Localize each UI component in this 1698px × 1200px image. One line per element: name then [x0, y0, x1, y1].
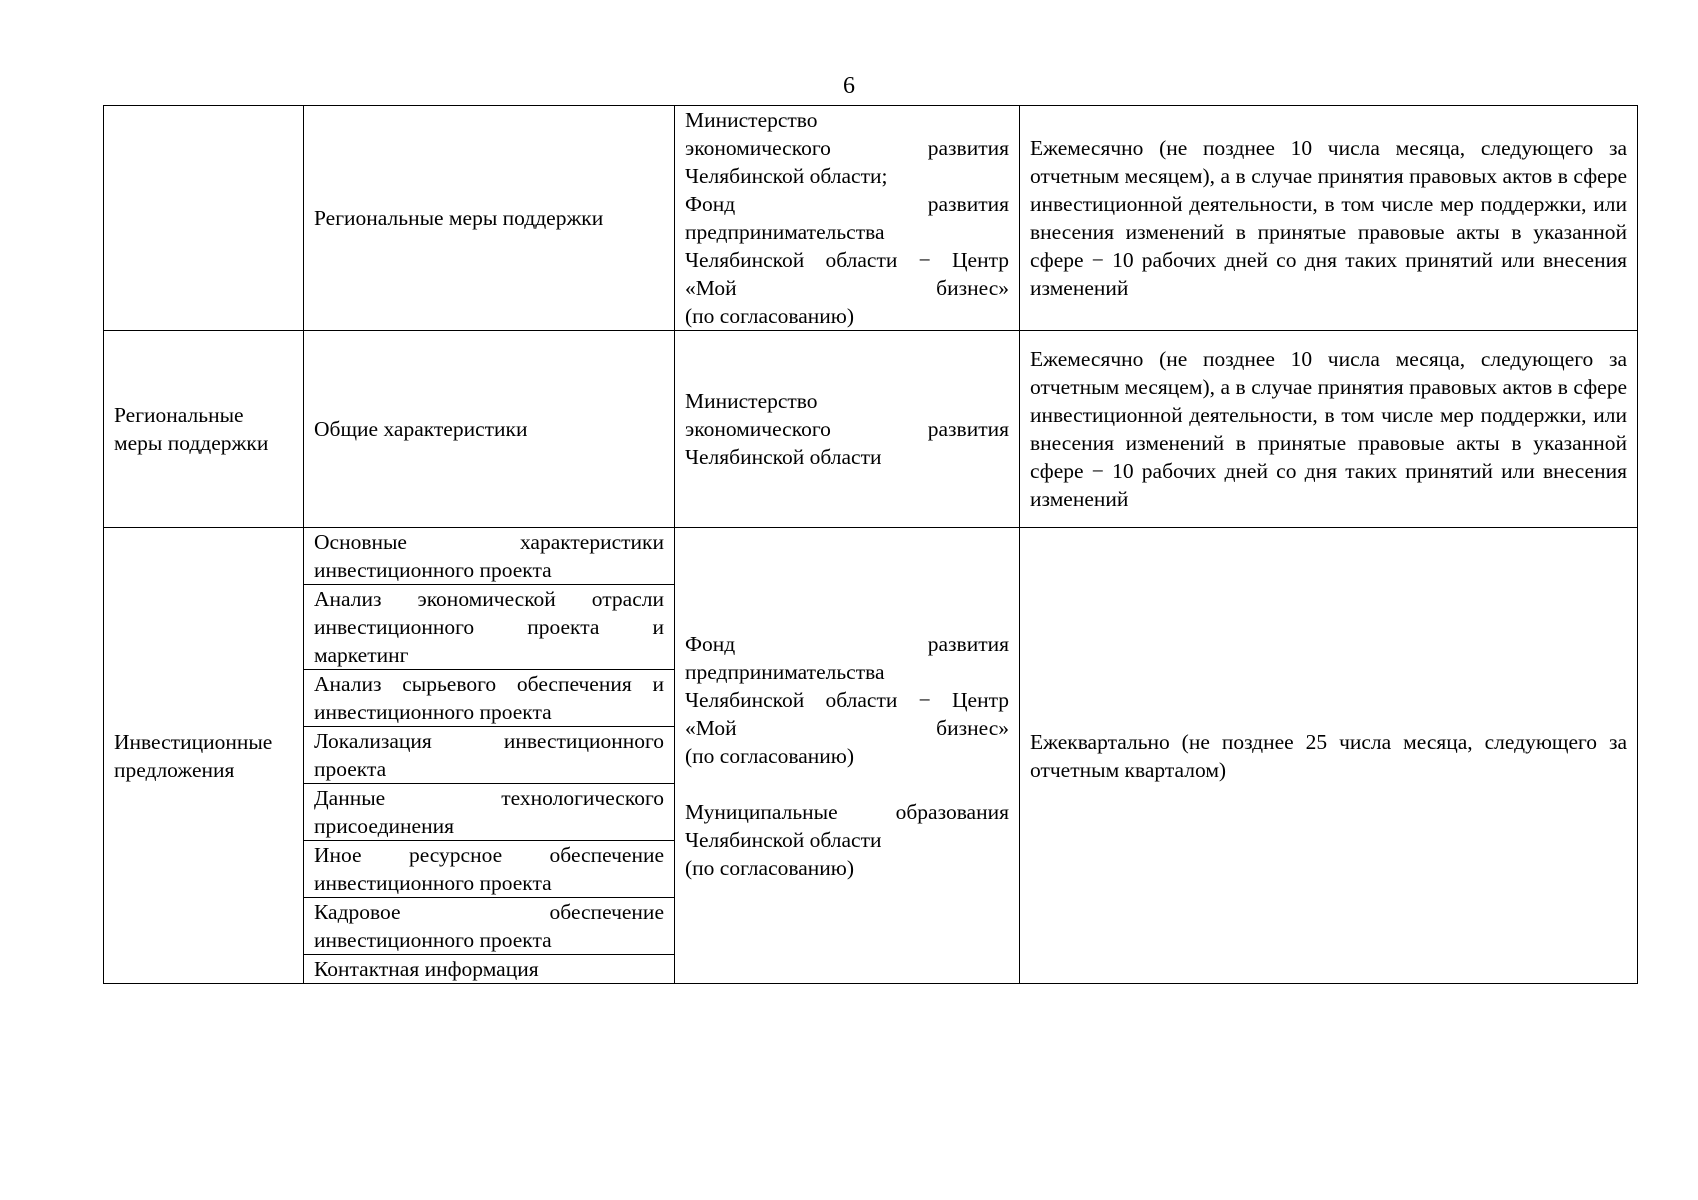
table-row: [104, 528, 1638, 984]
list-item: Локализация инвестиционного проекта: [304, 727, 674, 784]
list-item: Контактная информация: [314, 957, 539, 981]
responsible-line: (по согласованию): [685, 855, 855, 880]
responsible-line: Фонд развития: [685, 631, 1009, 656]
reporting-table: [103, 105, 1638, 984]
responsible-line: «Мой бизнес»: [685, 276, 1009, 300]
responsible-line: экономического развития: [685, 136, 1009, 160]
item-cell: Общие характеристики: [304, 331, 675, 528]
responsible-line: Министерство: [685, 389, 818, 413]
responsible-cell: [675, 331, 1020, 528]
section-cell: Региональные меры поддержки: [104, 331, 304, 528]
item-list: [304, 528, 674, 983]
period-cell: Ежемесячно (не позднее 10 числа месяца, следующего за отчетным месяцем), а в случае принятия правовых актов в сфере инвестиционной деятельности, в том числе мер поддержки, или внесения изменений в принятые правовые акты в указанной сфере − 10 рабочих дней со дня таких принятий или внесения изменений: [1020, 106, 1638, 331]
section-cell: [104, 106, 304, 331]
responsible-cell: [675, 106, 1020, 331]
list-item: Основные характеристики инвестиционного проекта: [304, 528, 674, 585]
responsible-line: Челябинской области − Центр: [685, 248, 1009, 272]
responsible-line: предпринимательства: [685, 220, 885, 244]
responsible-line: Министерство: [685, 108, 818, 132]
item-cell: Региональные меры поддержки: [304, 106, 675, 331]
responsible-line: Челябинской области − Центр: [685, 687, 1009, 712]
responsible-line: Челябинской области;: [685, 164, 888, 188]
period-cell: Ежеквартально (не позднее 25 числа месяца, следующего за отчетным кварталом): [1020, 528, 1638, 984]
section-cell: Инвестиционные предложения: [104, 528, 304, 984]
item-list-cell: [304, 528, 675, 984]
page-number: 6: [843, 73, 855, 99]
list-item: Данные технологического присоединения: [304, 784, 674, 841]
responsible-line: [685, 770, 1009, 798]
list-item: Анализ экономической отрасли инвестиционного проекта и маркетинг: [304, 585, 674, 670]
period-cell: Ежемесячно (не позднее 10 числа месяца, следующего за отчетным месяцем), а в случае принятия правовых актов в сфере инвестиционной деятельности, в том числе мер поддержки, или внесения изменений в принятые правовые акты в указанной сфере − 10 рабочих дней со дня таких принятий или внесения изменений: [1020, 331, 1638, 528]
table-row: [104, 331, 1638, 528]
responsible-line: экономического развития: [685, 417, 1009, 441]
table-row: [104, 106, 1638, 331]
responsible-line: Муниципальные образования: [685, 799, 1009, 824]
responsible-line: (по согласованию): [685, 304, 855, 328]
responsible-line: «Мой бизнес»: [685, 715, 1009, 740]
responsible-line: (по согласованию): [685, 743, 855, 768]
responsible-line: Челябинской области: [685, 445, 882, 469]
responsible-cell: [675, 528, 1020, 984]
list-item: Анализ сырьевого обеспечения и инвестиционного проекта: [304, 670, 674, 727]
responsible-line: Фонд развития: [685, 192, 1009, 216]
responsible-line: предпринимательства: [685, 659, 885, 684]
responsible-line: Челябинской области: [685, 827, 882, 852]
list-item: Кадровое обеспечение инвестиционного проекта: [304, 898, 674, 955]
list-item: Иное ресурсное обеспечение инвестиционного проекта: [304, 841, 674, 898]
